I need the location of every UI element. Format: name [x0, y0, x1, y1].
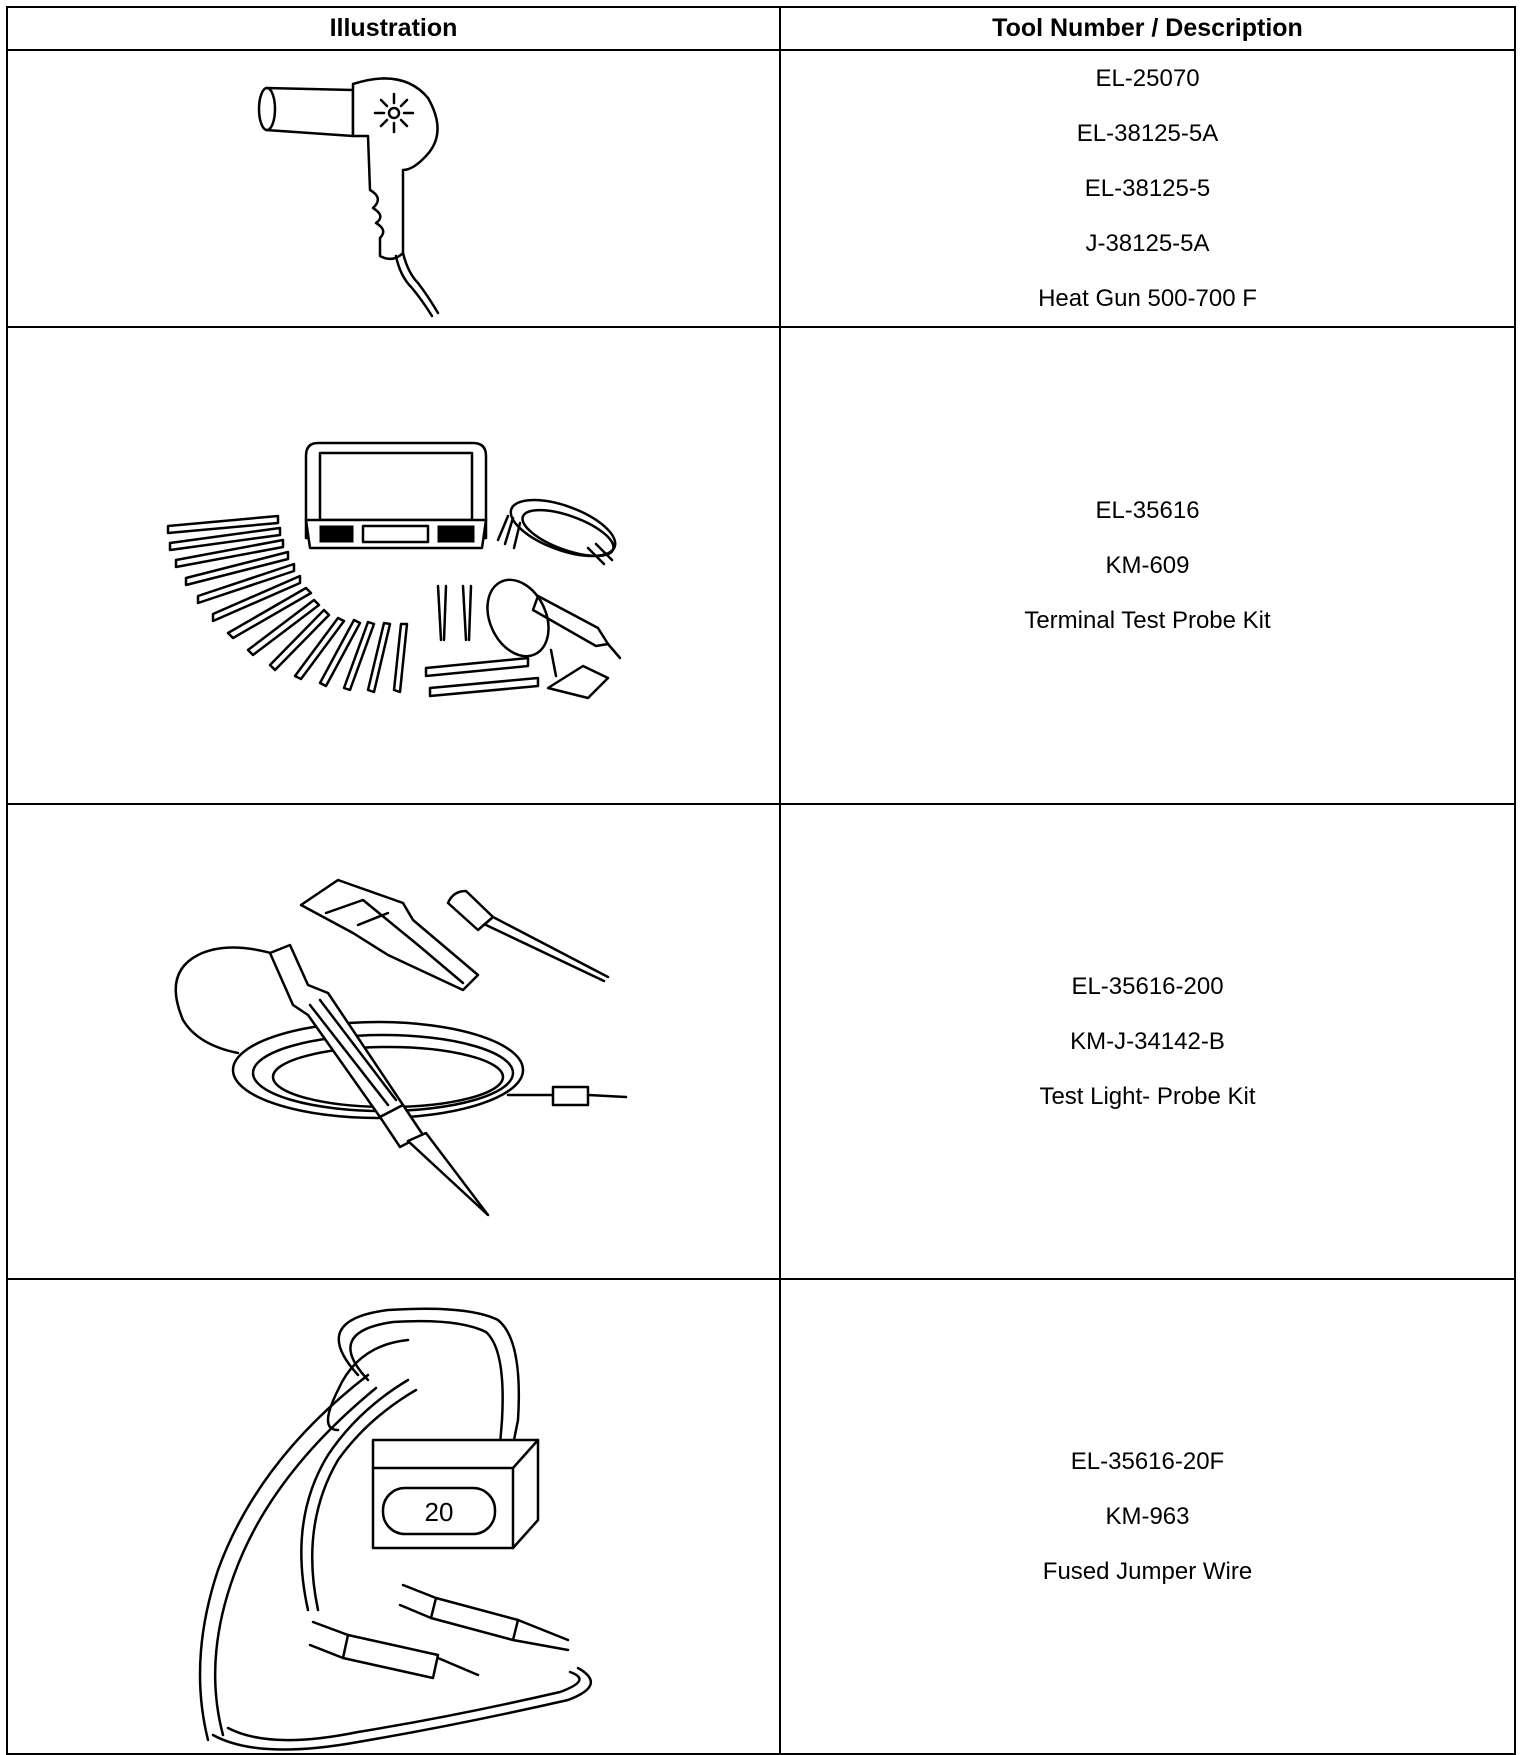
- tool-description-cell: [780, 327, 1515, 804]
- tool-description: Fused Jumper Wire: [1042, 1558, 1253, 1585]
- tool-description: Terminal Test Probe Kit: [1024, 607, 1271, 634]
- table-row: [7, 1279, 1515, 1754]
- tool-number: KM-609: [1105, 552, 1190, 579]
- tool-number: KM-J-34142-B: [1070, 1028, 1225, 1055]
- tool-number: J-38125-5A: [1085, 230, 1210, 257]
- tool-number: EL-35616-200: [1071, 973, 1224, 1000]
- tool-number: EL-38125-5: [1084, 175, 1211, 202]
- tool-header: Tool Number / Description: [780, 7, 1515, 50]
- header-row: [7, 7, 1515, 50]
- tool-description: Test Light- Probe Kit: [1039, 1083, 1256, 1110]
- tool-description-cell: [780, 50, 1515, 327]
- illustration-cell: [7, 327, 780, 804]
- special-tools-table: [6, 6, 1516, 1755]
- illustration-cell: [7, 1279, 780, 1754]
- table-row: [7, 804, 1515, 1279]
- tool-number: EL-38125-5A: [1076, 120, 1219, 147]
- tool-number: EL-35616-20F: [1070, 1448, 1225, 1475]
- probe-kit-illustration: [8, 328, 781, 803]
- test-light-illustration: [8, 805, 781, 1278]
- tool-description-cell: [780, 804, 1515, 1279]
- tool-description-cell: [780, 1279, 1515, 1754]
- illustration-cell: [7, 50, 780, 327]
- tool-description: Heat Gun 500-700 F: [1038, 285, 1257, 312]
- table-row: [7, 327, 1515, 804]
- table-row: [7, 50, 1515, 327]
- heat-gun-illustration: [8, 58, 781, 319]
- tool-number: KM-963: [1105, 1503, 1190, 1530]
- jumper-wire-illustration: [8, 1280, 781, 1753]
- illustration-cell: [7, 804, 780, 1279]
- illustration-header: Illustration: [7, 7, 780, 50]
- tool-number: EL-25070: [1095, 65, 1200, 92]
- fuse-rating-label: 20: [424, 1497, 454, 1527]
- tool-number: EL-35616: [1095, 497, 1200, 524]
